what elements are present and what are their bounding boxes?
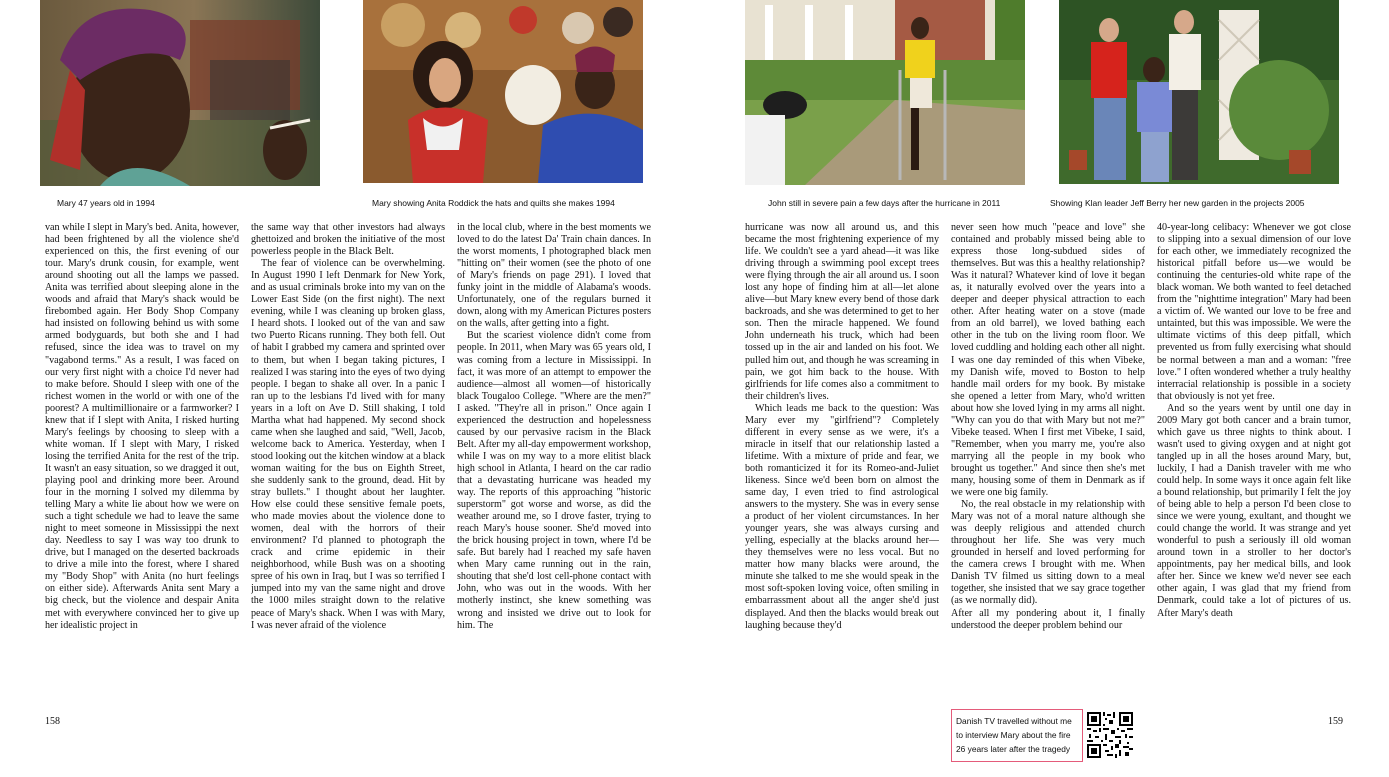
text-column-6 [1157,222,1351,700]
paragraph: in the local club, where in the best moments we loved to do the latest Da' Train chain dances. In the worst moments, I photographed black men "hitting on" their women (see the photo of one of Mary's friends on page 291). I loved that funky joint in the middle of Alabama's woods. Unfortunately, one of the regulars burned it down, along with my American Pictures posters on the walls, after getting into a fight. [457,222,651,330]
paragraph: No, the real obstacle in my relationship with Mary was not of a moral nature although she was deeply religious and attended church throughout her life. She was very much grounded in herself and loved performing for the camera crews I brought with me. When Danish TV filmed us sitting down to a meal together, she insisted that we say grace together (as we normally did). [951,499,1145,607]
paragraph: hurricane was now all around us, and this became the most frightening experience of my life. We couldn't see a yard ahead—it was like driving through a swimming pool except trees were flying through the air all around us. I soon lost any hope of finding him at all—let alone alive—but Mary knew every bend of those dark backroads, and she was determined to get to her son. Then the miracle happened. We found John underneath his truck, which had been tossed up in the air and landed on his foot. We pulled him out, and though he was screaming in pain, we got him back to the house. With girlfriends for life comes also a commitment to their children's lives. [745,222,939,402]
page-number-left: 158 [45,716,60,727]
paragraph: van while I slept in Mary's bed. Anita, however, had been frightened by all the violence she'd experienced on this, the first evening of our tour. Mary's drunk cousin, for example, went around shooting out all the lamps we passed. Anita was terrified about sleeping alone in the woods and afraid that Mary's shack would be firebombed again. Her Body Shop Company had insisted on following behind us with some armed bodyguards, but both she and I had refused, since the idea was to travel on my "vagabond terms." As a result, I was faced on our very first night with a choice I'd never had to make before. Should I sleep with one of the richest women in the world or with one of the poorest? A multimillionaire or a farmworker? I knew that if I slept with Anita, I risked hurting Mary's feelings by choosing to sleep with a white woman. If I slept with Mary, I risked losing the terrified Anita for the rest of the trip. It wasn't an easy situation, so we dragged it out, playing pool and drinking more beer. Around four in the morning I solved my dilemma by telling Mary a white lie about how we were on such a tight schedule we had to leave the same night to meet someone in Mississippi the next day. Needless to say I was way too drunk to drive, but I managed on the deserted backroads to drive a mile into the forest, where I shared my "Body Shop" with Anita (no hurt feelings on either side). Afterwards Anita sent Mary a big check, but the violence and despair Anita met with everywhere convinced her to give up her idealistic project in [45,222,239,631]
qr-note-box [951,709,1083,762]
paragraph: After all my pondering about it, I finally understood the deeper problem behind our [951,607,1145,631]
text-column-1 [45,222,239,700]
qr-note-line: to interview Mary about the fire [956,730,1071,740]
photo-mary-portrait [40,0,320,186]
paragraph: Which leads me back to the question: Was Mary ever my "girlfriend"? Completely different in every sense as we were, it's a miracle in itself that our relationship lasted a lifetime. With a mixture of pride and fear, we both romanticized it for its Romeo-and-Juliet likeness. Since we'd been born on almost the same day, I even tried to find astrological answers to the mystery. She was in every sense a product of her violent circumstances. In her younger years, she was always cursing and yelling, especially at the blacks around her—they themselves were no less vocal. But no matter how many blacks were around, the minute she talked to me she would speak in the most soft-spoken loving voice, often smiling in embarrassment about all the anger she'd just displayed. And then the blacks would break out laughing because they'd [745,402,939,631]
qr-note-line: Danish TV travelled without me [956,716,1072,726]
paragraph: the same way that other investors had always ghettoized and broken the initiative of the most powerless people in the Black Belt. [251,222,445,258]
caption-mary-portrait: Mary 47 years old in 1994 [57,198,155,208]
photo-john-crutches [745,0,1025,185]
text-column-2 [251,222,445,700]
caption-garden-klan-leader: Showing Klan leader Jeff Berry her new garden in the projects 2005 [1050,198,1305,208]
paragraph: And so the years went by until one day in 2009 Mary got both cancer and a brain tumor, which gave us three nights to think about. I wasn't used to giving oxygen and at night got tangled up in all the hoses around Mary, but, luckily, I had a Danish traveler with me who could help. In some ways it once again felt like a bound relationship, but primarily I felt the joy of being able to help a person I'd been close to since we were young, exultant, and thought we could change the world. It was strange and yet wonderful to push a seriously ill old woman around town in a stroller to her doctor's appointments, pay her medical bills, and look after her. Since we knew we'd never see each other again, I was glad that my friend from Denmark, could take a lot of pictures of us. After Mary's death [1157,402,1351,619]
text-column-5 [951,222,1145,700]
qr-code-icon[interactable] [1087,712,1133,758]
text-column-4 [745,222,939,700]
page-number-right: 159 [1328,716,1343,727]
photo-garden-klan-leader [1059,0,1339,184]
paragraph: never seen how much "peace and love" she contained and probably missed being able to express those long-subdued sides of themselves. But was this a healthy relationship? Was it natural? Whatever kind of love it began as, it naturally evolved over the years into a deeper and deeper physical attraction to each other. After heating water on a stove (made from an old barrel), we loved bathing each other in the tub on the living room floor. We loved cuddling and holding each other all night. I was one day reminded of this when Vibeke, my Danish wife, moved to Boston to help handle mail orders for my book. By mistake she opened a letter from Mary, who'd written about how she loved lying in my arms all night. "Why can you do that with Mary but not me?" Vibeke teased. When I first met Vibeke, I said, "Remember, when you marry me, you're also marrying all the people in my book who brought us together." And since then she's met many, housing some of them in Denmark as if we were one big family. [951,222,1145,499]
paragraph: But the scariest violence didn't come from people. In 2011, when Mary was 65 years old, I was coming from a lecture in Mississippi. In fact, it was more of an attempt to empower the audience—almost all women—of historically black Tougaloo College. "Where are the men?" I asked. "They're all in prison." Once again I experienced the destruction and hopelessness caused by our pervasive racism in the Black Belt. After my all-day empowerment workshop, while I was on my way to a more elitist black high school in Atlanta, I heard on the car radio that a devastating hurricane was headed my way. The reports of this approaching "historic superstorm" got worse and worse, as did the weather around me, so I drove faster, trying to reach Mary's house sooner. She'd moved into the brick housing project in town, where I'd be safe. But barely had I reached my safe haven when Mary came running out in the rain, shouting that she'd lost cell-phone contact with John, who was out in the woods. With her motherly instinct, she knew something was wrong and insisted we drive out to look for him. The [457,330,651,631]
photo-mary-anita-hats [363,0,643,183]
text-column-3 [457,222,651,700]
caption-john-crutches: John still in severe pain a few days after the hurricane in 2011 [768,198,1001,208]
caption-mary-anita-hats: Mary showing Anita Roddick the hats and quilts she makes 1994 [372,198,615,208]
paragraph: The fear of violence can be overwhelming. In August 1990 I left Denmark for New York, and as usual criminals broke into my van on the Lower East Side (on the first night). The next evening, while I was cleaning up broken glass, I heard shots. I looked out of the van and saw two Puerto Ricans running. They both fell. Out of habit I grabbed my camera and sprinted over to them, but when I began taking pictures, I realized I was staring into the eyes of two dying people. I began to shake all over. In a panic I ran up to the lesbians I'd lived with for many years in a loft on Ave D. Still shaking, I told Martha what had happened. My second shock came when she laughed and said, "Well, Jacob, welcome back to America. Yesterday, when I stood looking out the kitchen window at a black woman waiting for the bus on Eighth Street, she suddenly sank to the ground, dead. Hit by stray bullets." I thought about her laughter. How else could these sensitive female poets, who made movies about the violence done to women, deal with the horrors of their environment? I'd planned to photograph the crack and crime epidemic in their neighborhood, while Bush was on a shooting spree of his own in Iraq, but I was so terrified I jumped into my van the same night and drove the 1000 miles straight down to the relative peace of Mary's shack. When I was with Mary, I was never afraid of the violence [251,258,445,631]
qr-note-line: 26 years later after the tragedy [956,744,1071,754]
paragraph: 40-year-long celibacy: Whenever we got close to slipping into a sexual dimension of our love for each other, we immediately recognized the historical pitfall before us—we would be continuing the centuries-old white rape of the black woman. We both wanted to feel detached from the "nighttime integration" Mary had been a victim of. We wanted our love to be free and untainted, but this was impossible. We were the ultimate victims of this deep pitfall, which prevented us from fully exercising what should be normal between a man and a woman: "free love." I often wondered whether a truly healthy interracial relationship is possible in a society that obviously is not yet free. [1157,222,1351,402]
